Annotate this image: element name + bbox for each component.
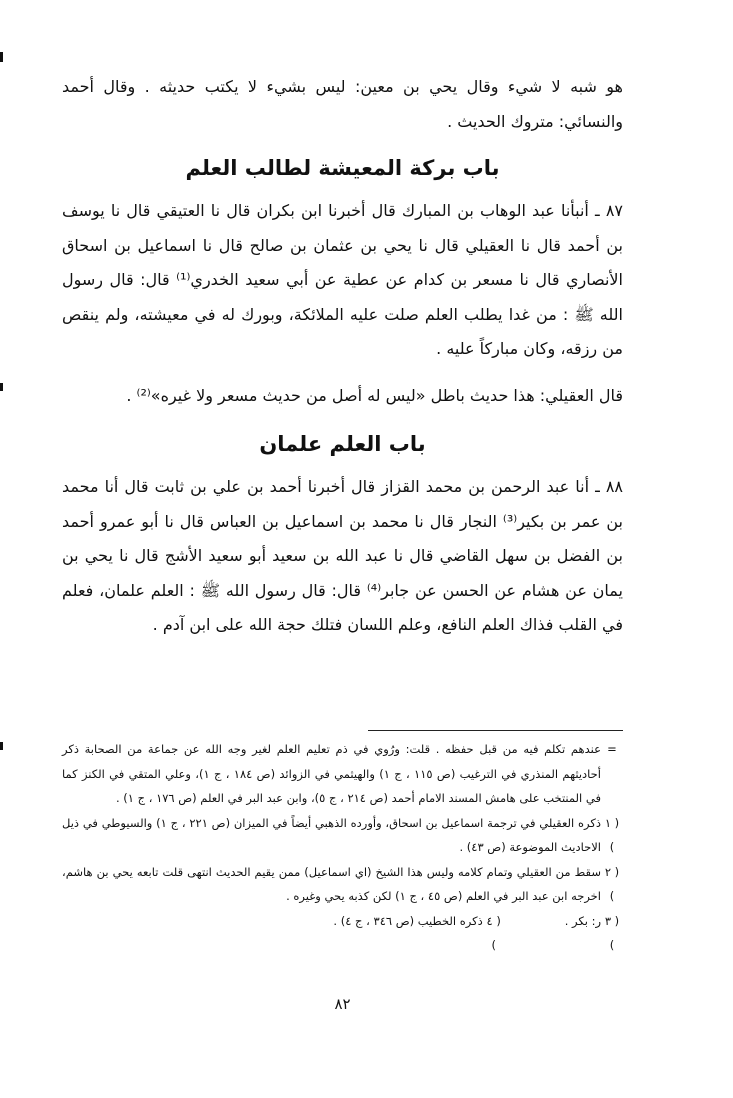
footnote-4-text: ذكره الخطيب (ص ٣٤٦ ، ج ٤) . — [333, 913, 483, 928]
footnote-divider — [368, 730, 623, 731]
aqili-comment-paragraph: قال العقيلي: هذا حديث باطل «ليس له أصل من حديث مسعر ولا غيره»⁽²⁾ . — [126, 385, 623, 405]
page-number: ٨٢ — [334, 995, 351, 1013]
footnote-list — [62, 737, 623, 958]
footnote-continuation-text: عندهم تكلم فيه من قبل حفظه . قلت: ورُوي في ذم تعليم العلم لغير وجه الله عن جماعة من الصحابة ذكر أحاديثهم المنذري في الترغيب (ص ١١٥ ، ج ١) والهيثمي في الزوائد (ص ١٨٤ ، ج ١)، وعلي المتقي في الكنز كما في المنتخب على هامش المسند الامام أحمد (ص ٢١٤ ، ج ٥)، وابن عبد البر في العلم (ص ١٧٦ ، ج ١) . — [62, 742, 601, 805]
footnote-3 — [565, 909, 623, 958]
footnote-2-text: سقط من العقيلي وتمام كلامه وليس هذا الشيخ (اي اسماعيل) ممن يقيم الحديث انتهى قلت تابعه يحي بن هاشم، اخرجه ابن عبد البر في العلم (ص ٤٥ ، ج ١) لكن كذبه يحي وغيره . — [62, 864, 601, 903]
chapter-heading-two-knowledges: باب العلم علمان — [259, 432, 426, 456]
footnote-1 — [62, 811, 623, 860]
margin-mark-bottom — [0, 742, 3, 750]
footnote-4 — [333, 909, 504, 958]
hadith-88-paragraph: ٨٨ ـ أنا عبد الرحمن بن محمد القزاز قال أخبرنا أحمد بن علي بن ثابت قال أنا محمد بن عمر بن بكير⁽³⁾ النجار قال نا محمد بن اسماعيل بن العباس قال نا أبو عمرو أحمد بن الفضل بن سهل القاضي قال نا عبد الله بن سعيد أبو سعيد الأشج قال نا يحي بن يمان عن هشام عن الحسن عن جابر⁽⁴⁾ قال: قال رسول الله ﷺ : العلم علمان، فعلم في القلب فذاك العلم النافع، وعلم اللسان فتلك حجة الله على ابن آدم . — [62, 477, 623, 634]
footnote-2-mark: ( ٢ ) — [604, 864, 620, 903]
hadith-87-paragraph: ٨٧ ـ أنبأنا عبد الوهاب بن المبارك قال أخبرنا ابن بكران قال نا العتيقي قال نا يوسف بن أحمد قال نا العقيلي قال نا يحي بن عثمان بن صالح قال نا اسماعيل بن اسحاق الأنصاري قال نا مسعر بن كدام عن عطية عن أبي سعيد الخدري⁽¹⁾ قال: قال رسول الله ﷺ : من غدا يطلب العلم صلت عليه الملائكة، وبورك له في معيشته، ولم ينقص من رزقه، وكان مباركاً عليه . — [62, 201, 623, 358]
footnotes-section — [62, 730, 623, 958]
footnote-4-mark: ( ٤ ) — [486, 913, 501, 952]
footnote-continuation-mark: = — [607, 742, 617, 756]
footnote-2 — [62, 860, 623, 909]
footnote-3-text: ر: بكر . — [564, 913, 601, 928]
footnote-row-3-4 — [62, 909, 623, 958]
footnote-1-text: ذكره العقيلي في ترجمة اسماعيل بن اسحاق، وأورده الذهبي أيضاً في الميزان (ص ٢٢١ ، ج ١) والسيوطي في ذيل الاحاديث الموضوعة (ص ٤٣) . — [62, 815, 601, 854]
margin-mark-middle — [0, 383, 3, 391]
chapter-heading-blessing: باب بركة المعيشة لطالب العلم — [185, 156, 500, 180]
margin-mark-top — [0, 52, 3, 62]
footnote-3-mark: ( ٣ ) — [604, 913, 620, 952]
intro-paragraph: هو شبه لا شيء وقال يحي بن معين: ليس بشيء لا يكتب حديثه . وقال أحمد والنسائي: متروك الحديث . — [62, 77, 623, 131]
footnote-1-mark: ( ١ ) — [604, 815, 620, 854]
footnote-continuation — [62, 737, 623, 811]
page-body — [62, 70, 623, 643]
